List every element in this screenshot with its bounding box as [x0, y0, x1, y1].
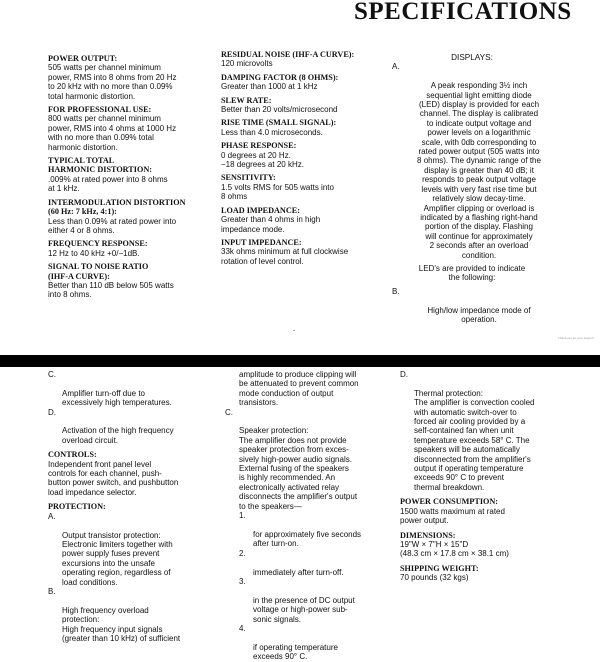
power-heading: POWER CONSUMPTION: — [400, 497, 499, 507]
list-number: 3. — [239, 576, 246, 586]
item-text: High frequency overload protection: High frequency input signals (greater than 10 kHz) of sufficient — [62, 605, 181, 643]
shipping-heading: SHIPPING WEIGHT: — [400, 563, 479, 573]
list-item — [239, 549, 385, 577]
spec-heading: INTERMODULATION DISTORTION (60 Hz: 7 kHz, 4:1): — [48, 197, 186, 217]
spec-text: Greater than 4 ohms in high impedance mode. — [221, 215, 321, 234]
spec-text: Greater than 1000 at 1 kHz — [221, 82, 318, 92]
item-a — [48, 512, 208, 587]
controls-text: Independent front panel level controls for each channel, push- button power switch, and pushbutton load impedance selector. — [48, 459, 179, 497]
spec-text: 800 watts per channel minimum power, RMS into 4 ohms at 1000 Hz with no more than 0.09% total harmonic distortion. — [48, 114, 177, 152]
item-c — [48, 370, 208, 408]
page-title: SPECIFICATIONS — [354, 0, 572, 25]
list-item — [239, 577, 385, 624]
item-label: B. — [392, 286, 400, 296]
protection-heading: PROTECTION: — [48, 502, 106, 512]
shipping-text: 70 pounds (32 kgs) — [400, 573, 469, 583]
item-text: Thermal protection: The amplifier is convection cooled with automatic switch-over to forced air cooling provided by a self-contained fan when unit temperature exceeds 58° C. The speakers will be automatically disconnected from the amplifier's output if operating temperature exceeds 90° C to prevent thermal breakdown. — [414, 388, 535, 492]
spec-text: Less than 4.0 microseconds. — [221, 127, 323, 137]
spec-heading: FOR PROFESSIONAL USE: — [48, 105, 152, 115]
dimensions-text: 19"W × 7"H × 15"D (48.3 cm × 17.8 cm × 38.1 cm) — [400, 539, 509, 559]
item-label: A. — [392, 62, 400, 72]
spec-heading: SIGNAL TO NOISE RATIO (IHF-A CURVE): — [48, 262, 149, 281]
power-text: 1500 watts maximum at rated power output. — [400, 506, 505, 526]
list-text: if operating temperature exceeds 90° C. — [253, 642, 338, 662]
list-number: 2. — [239, 548, 246, 558]
spec-heading: DAMPING FACTOR (8 OHMS): — [221, 72, 339, 82]
list-text: for approximately five seconds after turn-on. — [253, 529, 362, 549]
item-c-speaker — [225, 408, 385, 511]
stray-mark: . — [293, 324, 296, 333]
list-text: in the presence of DC output voltage or high-power sub- sonic signals. — [253, 595, 355, 624]
spec-heading: SLEW RATE: — [221, 95, 272, 105]
spec-column-3 — [392, 53, 552, 324]
tiny-note: Thank you for your support — [558, 336, 594, 340]
overload-continued-text: amplitude to produce clipping will be attenuated to prevent common mode conduction of output transistors. — [239, 370, 359, 408]
item-label: A. — [48, 511, 56, 521]
spec-text: 33k ohms minimum at full clockwise rotation of level control. — [221, 247, 349, 266]
item-label: B. — [48, 586, 56, 596]
bottom-column-1 — [48, 370, 208, 643]
spec-heading: SENSITIVITY: — [221, 173, 276, 183]
spec-heading: POWER OUTPUT: — [48, 54, 118, 63]
spec-heading: FREQUENCY RESPONSE: — [48, 239, 148, 249]
item-text: Amplifier turn-off due to excessively high temperatures. — [62, 388, 172, 408]
spec-heading: INPUT IMPEDANCE: — [221, 237, 302, 247]
spec-column-1 — [48, 54, 198, 300]
led-text: LED's are provided to indicate the following: — [418, 263, 526, 283]
list-text: immediately after turn-off. — [253, 567, 344, 577]
spec-heading: LOAD IMPEDANCE: — [221, 205, 300, 215]
displays-heading: DISPLAYS: — [451, 53, 493, 62]
spec-text: 0 degrees at 20 Hz. −18 degrees at 20 kHz. — [221, 150, 304, 170]
bottom-column-3 — [400, 370, 565, 583]
controls-heading: CONTROLS: — [48, 450, 97, 460]
item-d — [48, 408, 208, 446]
item-d-thermal — [400, 370, 565, 492]
item-text: Speaker protection: The amplifier does not provide speaker protection from exces- sively high-power audio signals. External fusing of the speakers is highly recommended. An electronically activated relay disconnects the amplifier's output to the speakers— — [239, 426, 358, 511]
item-text: A peak responding 3½ inch sequential light emitting diode (LED) display is provided for each channel. The display is calibrated to indicate output voltage and power levels on a logarithmic scale, with 0db corresponding to rated power output (505 watts into 8 ohms). The dynamic range of the display is greater than 40 dB; it responds to peak output voltage levels with very fast rise time but relatively slow decay-time. Amplifier clipping or overload is indicated by a flashing right-hand portion of the display. Flashing will continue for approximately 2 seconds after an overload condition. — [417, 81, 541, 260]
item-label: C. — [48, 370, 56, 379]
spec-text: 505 watts per channel minimum power, RMS into 8 ohms from 20 Hz to 20 kHz with no more than 0.09% total harmonic distortion. — [48, 63, 177, 101]
spec-text: Less than 0.09% at rated power into either 4 or 8 ohms. — [48, 216, 177, 235]
item-label: C. — [225, 407, 233, 417]
item-text: Output transistor protection: Electronic limiters together with power supply fuses prevent excursions into the unsafe operating region, regardless of load conditions. — [62, 530, 173, 587]
spec-text: .009% at rated power into 8 ohms at 1 kHz. — [48, 174, 168, 194]
displays-item-a — [392, 62, 552, 260]
dimensions-heading: DIMENSIONS: — [400, 530, 456, 540]
item-label: D. — [400, 370, 408, 379]
spec-heading: RESIDUAL NOISE (IHF-A CURVE): — [221, 50, 355, 59]
list-item — [239, 624, 385, 662]
spec-heading: TYPICAL TOTAL HARMONIC DISTORTION: — [48, 156, 152, 175]
bottom-column-2 — [225, 370, 385, 662]
spec-text: 120 microvolts — [221, 59, 273, 69]
list-number: 4. — [239, 623, 246, 633]
spec-text: Better than 110 dB below 505 watts into 8 ohms. — [48, 280, 174, 300]
list-item — [239, 511, 385, 549]
item-text: Activation of the high frequency overload circuit. — [62, 426, 174, 445]
displays-item-b — [392, 287, 552, 325]
item-text: High/low impedance mode of operation. — [427, 305, 531, 324]
spec-text: 1.5 volts RMS for 505 watts into 8 ohms — [221, 182, 334, 202]
item-label: D. — [48, 407, 56, 417]
list-number: 1. — [239, 511, 246, 521]
item-b — [48, 587, 208, 643]
divider-band — [0, 355, 600, 367]
spec-heading: RISE TIME (SMALL SIGNAL): — [221, 118, 337, 128]
spec-column-2 — [221, 50, 371, 266]
spec-text: 12 Hz to 40 kHz +0/−1dB. — [48, 248, 140, 258]
spec-text: Better than 20 volts/microsecond — [221, 105, 338, 115]
spec-heading: PHASE RESPONSE: — [221, 141, 297, 151]
